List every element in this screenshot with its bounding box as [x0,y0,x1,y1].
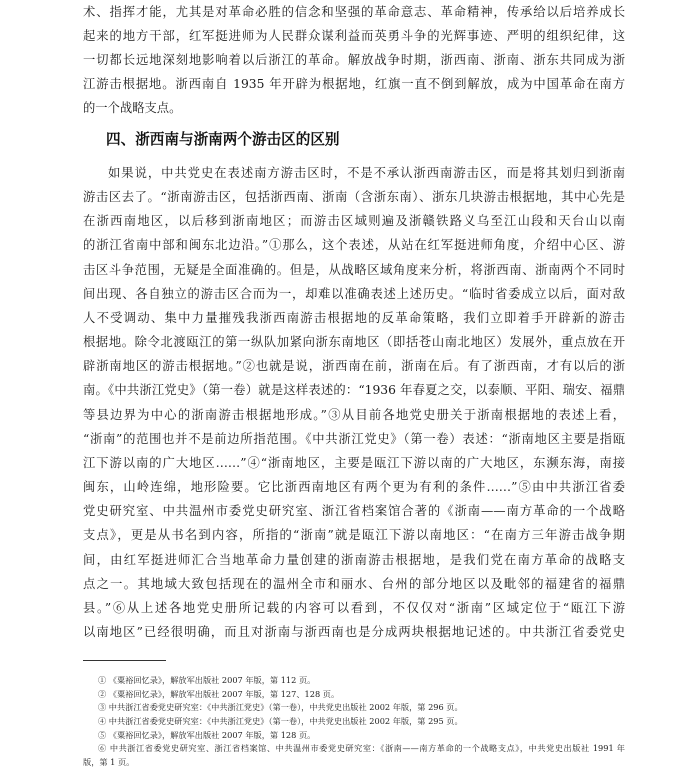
body-line: 间，由红军挺进师汇合当地革命力量创建的浙南游击根据地，是我们党在南方革命的战略支 [83,552,625,567]
body-line: 术、指挥才能，尤其是对革命必胜的信念和坚强的革命意志、革命精神，传承给以后培养成长 [83,5,625,19]
body-line: 党史研究室、中共温州市委党史研究室、浙江省档案馆合著的《浙南——南方革命的一个战略 [83,504,625,519]
body-line: 起来的地方干部，红军挺进师为人民群众谋利益而英勇斗争的光辉事迹、严明的组织纪律，这 [83,29,625,43]
body-line: 支点》，更是从书名到内容，所指的“浙南”就是瓯江下游以南地区：“在南方三年游击战争期 [83,528,625,543]
body-line: 的浙江省南中部和闽东北边沿。”①那么，这个表述，从站在红军挺进师角度，介绍中心区、游 [83,238,625,253]
body-line: 县。”⑥从上述各地党史册所记载的内容可以看到，不仅仅对“浙南”区域定位于“瓯江下游 [83,600,625,615]
paragraph-continued [83,0,625,120]
body-line: 江下游以南的广大地区……”④“浙南地区，主要是瓯江下游以南的广大地区，东濒东海，南接 [83,455,625,470]
footnote-1: ① 《粟裕回忆录》，解放军出版社 2007 年版，第 112 页。 [98,675,316,685]
footnote-2: ② 《粟裕回忆录》，解放军出版社 2007 年版，第 127、128 页。 [98,688,340,699]
body-line: 点之一。其地域大致包括现在的温州全市和丽水、台州的部分地区以及毗邻的福建省的福鼎 [83,576,625,591]
footnote-5: ⑤ 《粟裕回忆录》，解放军出版社 2007 年版，第 128 页。 [98,729,316,740]
body-line: 在浙西南地区，以后移到浙南地区；而游击区域则遍及浙赣铁路义乌至江山段和天台山以南 [83,214,625,229]
body-line: 辟浙南地区的游击根据地。”②也就是说，浙西南在前，浙南在后。有了浙西南，才有以后的浙 [83,359,625,374]
footnotes [83,674,625,770]
body-line: 击区斗争范围，无疑是全面准确的。但是，从战略区域角度来分析，将浙西南、浙南两个不同时 [83,262,625,277]
body-line: 江游击根据地。浙西南自 1935 年开辟为根据地，红旗一直不倒到解放，成为中国革命在南方 [83,77,625,91]
body-line: 的一个战略支点。 [83,101,182,115]
footnote-3: ③ 中共浙江省委党史研究室：《中共浙江党史》（第一卷），中共党史出版社 2002 年版，第 296 页。 [98,702,463,713]
body-line: 以南地区”已经很明确，而且对浙南与浙西南也是分成两块根据地记述的。中共浙江省委党史 [83,624,625,639]
body-line: 人不受调动、集中力量摧残我浙西南游击根据地的反革命策略，我们立即着手开辟新的游击 [83,310,625,325]
body-line: 游击区去了。“浙南游击区，包括浙西南、浙南（含浙东南）、浙东几块游击根据地，其中心先是 [83,190,625,205]
footnote-6-continued: 版，第 1 页。 [83,757,135,768]
body-line: 如果说，中共党史在表述南方游击区时，不是不承认浙西南游击区，而是将其划归到浙南 [108,166,625,180]
body-line: 间出现、各自独立的游击区合而为一，却难以准确表述上述历史。“临时省委成立以后，面对敌 [83,286,625,301]
body-line: “浙南”的范围也并不是前边所指范围。《中共浙江党史》（第一卷）表述：“浙南地区主要是指瓯 [83,431,625,446]
body-line: 等县边界为中心的浙南游击根据地形成。”③从目前各地党史册关于浙南根据地的表述上看， [83,407,625,422]
footnote-4: ④ 中共浙江省委党史研究室：《中共浙江党史》（第一卷），中共党史出版社 2002 年版，第 295 页。 [98,716,463,727]
body-line: 南。《中共浙江党史》（第一卷）就是这样表述的：“1936 年春夏之交，以泰顺、平阳、瑞安、福鼎 [83,383,625,398]
body-line: 一切都长远地深刻地影响着以后浙江的革命。解放战争时期，浙西南、浙南、浙东共同成为浙 [83,53,625,67]
paragraph [83,161,625,644]
body-line: 闽东，山岭连绵，地形险要。它比浙西南地区有两个更为有利的条件……”⑤由中共浙江省委 [83,480,625,495]
footnote-6: ⑥ 中共浙江省委党史研究室、浙江省档案馆、中共温州市委党史研究室：《浙南——南方革命的一个战略支点》，中共党史出版社 1991 年 [98,743,625,754]
footnote-divider [83,660,166,661]
body-line: 根据地。除令北渡瓯江的第一纵队加紧向浙东南地区（即括苍山南北地区）发展外，重点放在开 [83,335,625,350]
section-heading: 四、浙西南与浙南两个游击区的区别 [106,131,340,148]
